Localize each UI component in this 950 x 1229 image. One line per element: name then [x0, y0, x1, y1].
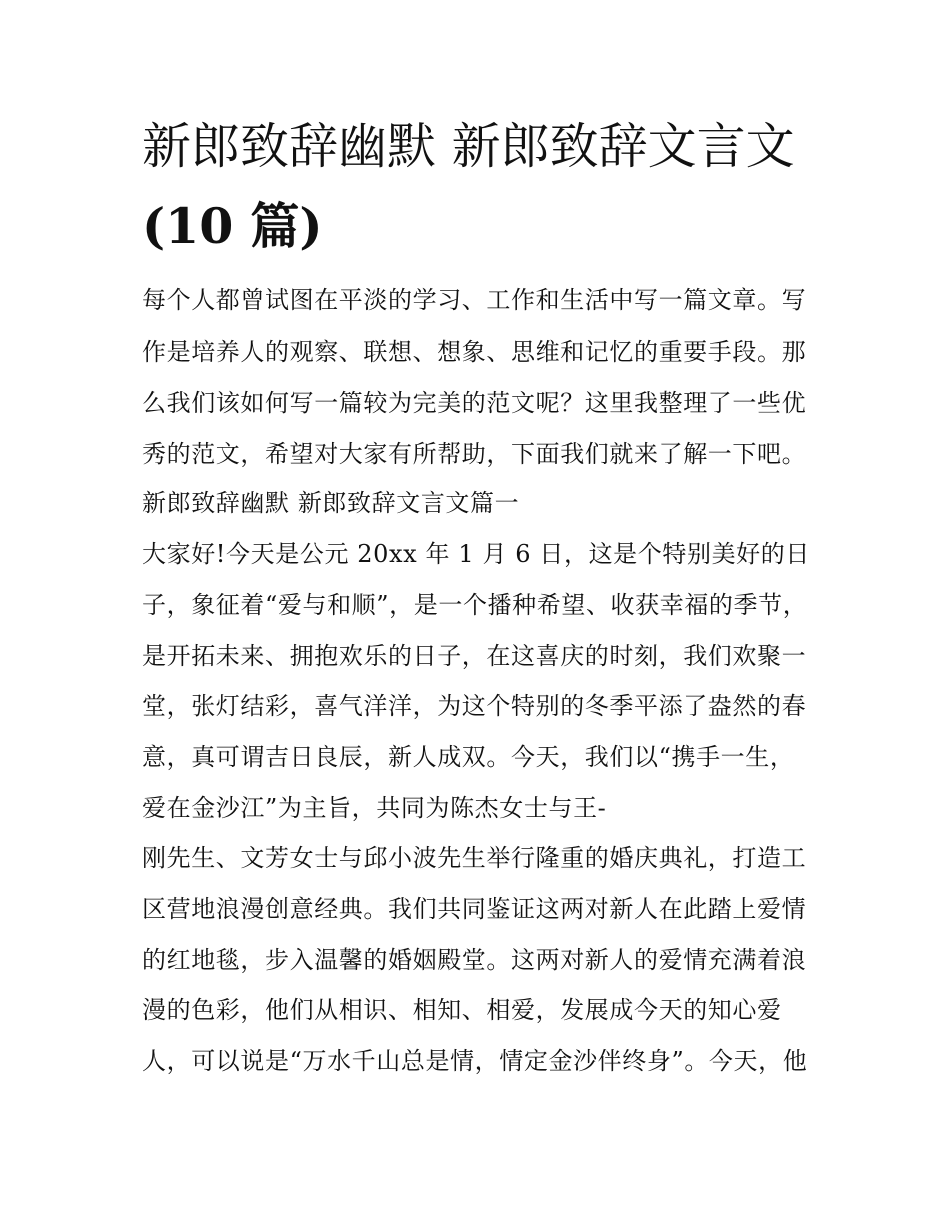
body-line-7: 子，象征着“爱与和顺”，是一个播种希望、收获幸福的季节， — [142, 591, 808, 619]
document-title-line-2: (10 篇) — [142, 197, 323, 255]
section-heading: 新郎致辞幽默 新郎致辞文言文篇一 — [142, 489, 520, 517]
body-line-3: 么我们该如何写一篇较为完美的范文呢？这里我整理了一些优 — [142, 389, 807, 417]
body-line-16: 人，可以说是“万水千山总是情，情定金沙伴终身”。今天，他 — [142, 1047, 808, 1075]
body-line-10: 意，真可谓吉日良辰，新人成双。今天，我们以“携手一生， — [142, 743, 795, 771]
body-line-15: 漫的色彩，他们从相识、相知、相爱，发展成今天的知心爱 — [142, 996, 782, 1024]
body-line-12: 刚先生、文芳女士与邱小波先生举行隆重的婚庆典礼，打造工 — [142, 844, 807, 872]
body-line-2: 作是培养人的观察、联想、想象、思维和记忆的重要手段。那 — [142, 338, 807, 366]
body-line-13: 区营地浪漫创意经典。我们共同鉴证这两对新人在此踏上爱情 — [142, 895, 807, 923]
body-line-8: 是开拓未来、拥抱欢乐的日子，在这喜庆的时刻，我们欢聚一 — [142, 642, 807, 670]
body-line-14: 的红地毯，步入温馨的婚姻殿堂。这两对新人的爱情充满着浪 — [142, 946, 807, 974]
body-line-6: 大家好!今天是公元 20xx 年 1 月 6 日，这是个特别美好的日 — [142, 540, 810, 568]
body-line-9: 堂，张灯结彩，喜气洋洋，为这个特别的冬季平添了盎然的春 — [142, 692, 807, 720]
body-line-4: 秀的范文，希望对大家有所帮助，下面我们就来了解一下吧。 — [142, 440, 807, 468]
body-line-11: 爱在金沙江”为主旨，共同为陈杰女士与王- — [142, 794, 607, 822]
document-title-line-1: 新郎致辞幽默 新郎致辞文言文 — [142, 118, 795, 175]
body-line-1: 每个人都曾试图在平淡的学习、工作和生活中写一篇文章。写 — [142, 286, 807, 314]
